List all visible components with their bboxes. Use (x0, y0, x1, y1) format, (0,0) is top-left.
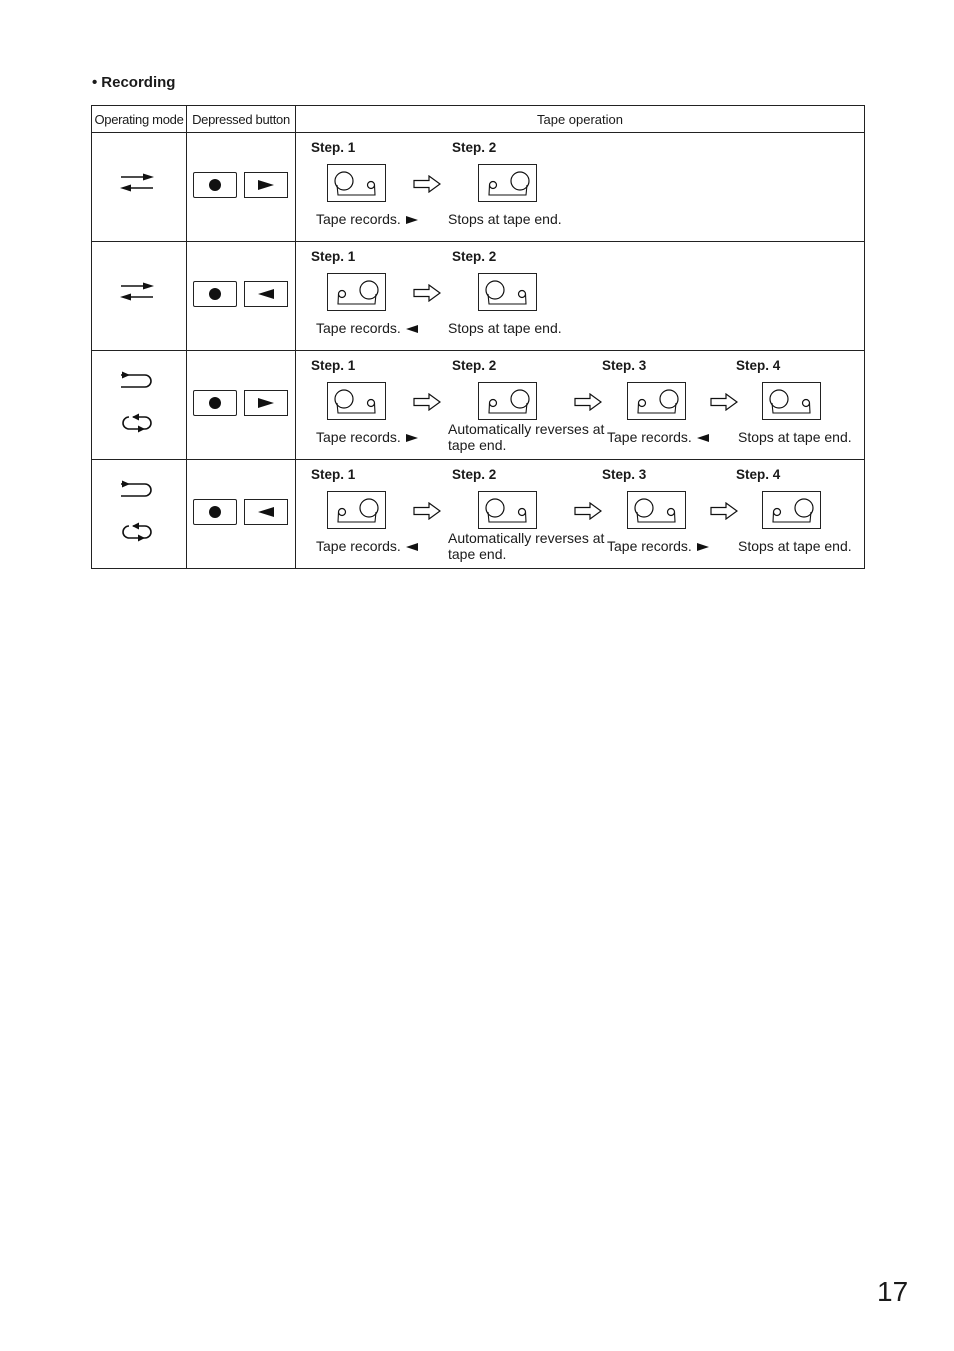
step-label: Step. 4 (736, 358, 781, 373)
operating-mode-cell (92, 242, 187, 351)
step-label: Step. 3 (602, 358, 647, 373)
header-tape-operation: Tape operation (296, 106, 865, 133)
operating-mode-cell (92, 351, 187, 460)
step-caption (316, 211, 418, 227)
header-operating-mode: Operating mode (92, 106, 187, 133)
step-label: Step. 2 (452, 140, 497, 155)
depressed-button-cell (187, 133, 296, 242)
hollow-right-arrow-icon (710, 502, 738, 520)
forward-triangle-icon (406, 216, 418, 224)
step-caption-text: Tape records. (316, 538, 401, 554)
cassette-tape-icon (762, 491, 821, 529)
record-dot-icon (209, 506, 221, 518)
cassette-tape-icon (327, 382, 386, 420)
step-caption (448, 421, 608, 453)
depressed-button-cell (187, 242, 296, 351)
step-caption-text: Stops at tape end. (738, 538, 852, 554)
one-way-mode-icon (119, 171, 155, 195)
hollow-right-arrow-icon (574, 502, 602, 520)
cassette-tape-icon (762, 382, 821, 420)
step-label: Step. 1 (311, 358, 356, 373)
step-label: Step. 2 (452, 358, 497, 373)
record-button[interactable] (193, 390, 237, 416)
step-label: Step. 2 (452, 467, 497, 482)
section-title-text: Recording (101, 74, 176, 91)
step-label: Step. 2 (452, 249, 497, 264)
record-button[interactable] (193, 281, 237, 307)
step-caption (316, 429, 418, 445)
table-row (92, 242, 865, 351)
step-caption (448, 320, 562, 336)
step-caption-text: Automatically reverses at tape end. (448, 530, 605, 562)
record-button[interactable] (193, 499, 237, 525)
cassette-tape-icon (478, 273, 537, 311)
header-depressed-button: Depressed button (187, 106, 296, 133)
reverse-button[interactable] (244, 281, 288, 307)
section-title (92, 74, 175, 91)
forward-button[interactable] (244, 390, 288, 416)
step-caption-text: Tape records. (316, 429, 401, 445)
recording-table (91, 105, 865, 569)
table-header-row (92, 106, 865, 133)
step-caption-text: Tape records. (316, 320, 401, 336)
forward-triangle-icon (697, 543, 709, 551)
forward-triangle-icon (258, 398, 274, 408)
step-caption (448, 211, 562, 227)
hollow-right-arrow-icon (574, 393, 602, 411)
operating-mode-cell (92, 460, 187, 569)
reverse-triangle-icon (406, 325, 418, 333)
table-row (92, 133, 865, 242)
reverse-triangle-icon (258, 289, 274, 299)
table-row (92, 460, 865, 569)
step-caption-text: Stops at tape end. (738, 429, 852, 445)
step-caption (738, 538, 852, 554)
record-dot-icon (209, 179, 221, 191)
tape-operation-cell (296, 460, 865, 569)
hollow-right-arrow-icon (710, 393, 738, 411)
cassette-tape-icon (478, 491, 537, 529)
step-caption-text: Stops at tape end. (448, 211, 562, 227)
step-caption-text: Tape records. (607, 429, 692, 445)
step-caption-text: Tape records. (316, 211, 401, 227)
title-bullet: • (92, 74, 98, 91)
step-caption (316, 538, 418, 554)
step-label: Step. 1 (311, 467, 356, 482)
reverse-triangle-icon (406, 543, 418, 551)
step-caption (448, 530, 608, 562)
step-caption (607, 429, 709, 445)
step-caption (316, 320, 418, 336)
one-way-mode-icon (119, 280, 155, 304)
cassette-tape-icon (327, 273, 386, 311)
depressed-button-cell (187, 351, 296, 460)
hollow-right-arrow-icon (413, 175, 441, 193)
hollow-right-arrow-icon (413, 393, 441, 411)
tape-operation-cell (296, 351, 865, 460)
table-row (92, 351, 865, 460)
reverse-triangle-icon (258, 507, 274, 517)
cassette-tape-icon (327, 164, 386, 202)
hollow-right-arrow-icon (413, 502, 441, 520)
tape-operation-cell (296, 133, 865, 242)
cassette-tape-icon (478, 382, 537, 420)
step-caption-text: Tape records. (607, 538, 692, 554)
step-caption-text: Stops at tape end. (448, 320, 562, 336)
loop-mode-icon (119, 480, 155, 546)
step-label: Step. 3 (602, 467, 647, 482)
cassette-tape-icon (327, 491, 386, 529)
forward-triangle-icon (258, 180, 274, 190)
hollow-right-arrow-icon (413, 284, 441, 302)
loop-mode-icon (119, 371, 155, 437)
tape-operation-cell (296, 242, 865, 351)
forward-button[interactable] (244, 172, 288, 198)
cassette-tape-icon (478, 164, 537, 202)
step-label: Step. 1 (311, 140, 356, 155)
record-dot-icon (209, 288, 221, 300)
depressed-button-cell (187, 460, 296, 569)
cassette-tape-icon (627, 382, 686, 420)
cassette-tape-icon (627, 491, 686, 529)
page-number: 17 (877, 1276, 909, 1307)
step-label: Step. 1 (311, 249, 356, 264)
reverse-button[interactable] (244, 499, 288, 525)
step-caption-text: Automatically reverses at tape end. (448, 421, 605, 453)
record-dot-icon (209, 397, 221, 409)
reverse-triangle-icon (697, 434, 709, 442)
forward-triangle-icon (406, 434, 418, 442)
operating-mode-cell (92, 133, 187, 242)
record-button[interactable] (193, 172, 237, 198)
step-caption (607, 538, 709, 554)
step-label: Step. 4 (736, 467, 781, 482)
step-caption (738, 429, 852, 445)
